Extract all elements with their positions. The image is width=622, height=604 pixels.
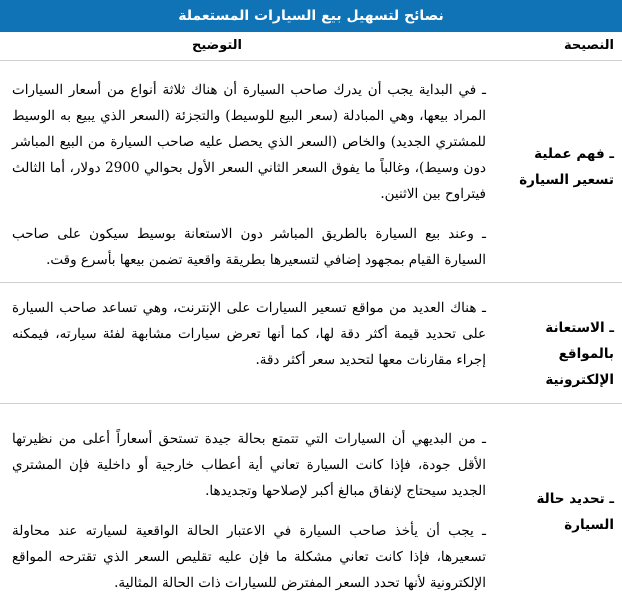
header-explanation: التوضيح (191, 38, 242, 53)
explanation-paragraph: ـ هناك العديد من مواقع تسعير السيارات على الإنترنت، وهي تساعد صاحب السيارة على تحديد قيمة أكثر دقة لها، كما أنها تعرض سيارات مشابهة لفئة سيارته، فيمكنه إجراء مقارنات معها لتحديد سعر أكثر دقة. (12, 300, 486, 368)
table-row (0, 404, 622, 604)
table-row (0, 283, 622, 404)
explanation-paragraph: ـ في البداية يجب أن يدرك صاحب السيارة أن هناك ثلاثة أنواع من أسعار السيارات المراد بيعها، وهي المبادلة (سعر البيع للوسيط) والتجزئة (السعر الذي يبيع به الوسيط للمشتري الجديد) والخاص (السعر الذي يحصل عليه صاحب السيارة من البيع المباشر دون وسيط)، وغالباً ما يفوق السعر الثاني السعر الأول بحوالي 2900 دولار، أما الثالث فيتراوح بين الاثنين. (12, 82, 486, 202)
explanation-paragraph: ـ من البديهي أن السيارات التي تتمتع بحالة جيدة تستحق أسعاراً أعلى من نظيرتها الأقل جودة، فإذا كانت السيارة تعاني أية أعطاب خارجية أو داخلية فإن المشتري الجديد سيحتاج لإنفاق مبالغ أكبر لإصلاحها وتجديدها. (12, 431, 486, 499)
explanation-cell (12, 77, 486, 273)
tip-cell: ـ تحديد حالة السيارة (536, 491, 614, 533)
explanation-cell (12, 295, 486, 373)
tip-cell: ـ فهم عملية تسعير السيارة (519, 146, 614, 188)
explanation-paragraph: ـ يجب أن يأخذ صاحب السيارة في الاعتبار الحالة الواقعية لسيارته عند محاولة تسعيرها، فإذا كانت تعاني مشكلة ما فإن عليه تقليص السعر الذي تقترحه المواقع الإلكترونية لأنها تحدد السعر المفترض للسيارات ذات الحالة المثالية. (12, 523, 486, 591)
explanation-cell (12, 426, 486, 596)
table-header-row (0, 32, 622, 61)
header-tip: النصيحة (563, 38, 614, 53)
table-title: نصائح لتسهيل بيع السيارات المستعملة (0, 0, 622, 32)
tip-cell: ـ الاستعانة بالمواقع الإلكترونية (545, 320, 614, 388)
explanation-paragraph: ـ وعند بيع السيارة بالطريق المباشر دون الاستعانة بوسيط سيكون على صاحب السيارة القيام بمجهود إضافي لتسعيرها بطريقة واقعية تضمن بيعها بأسرع وقت. (12, 226, 486, 268)
table-row (0, 61, 622, 283)
